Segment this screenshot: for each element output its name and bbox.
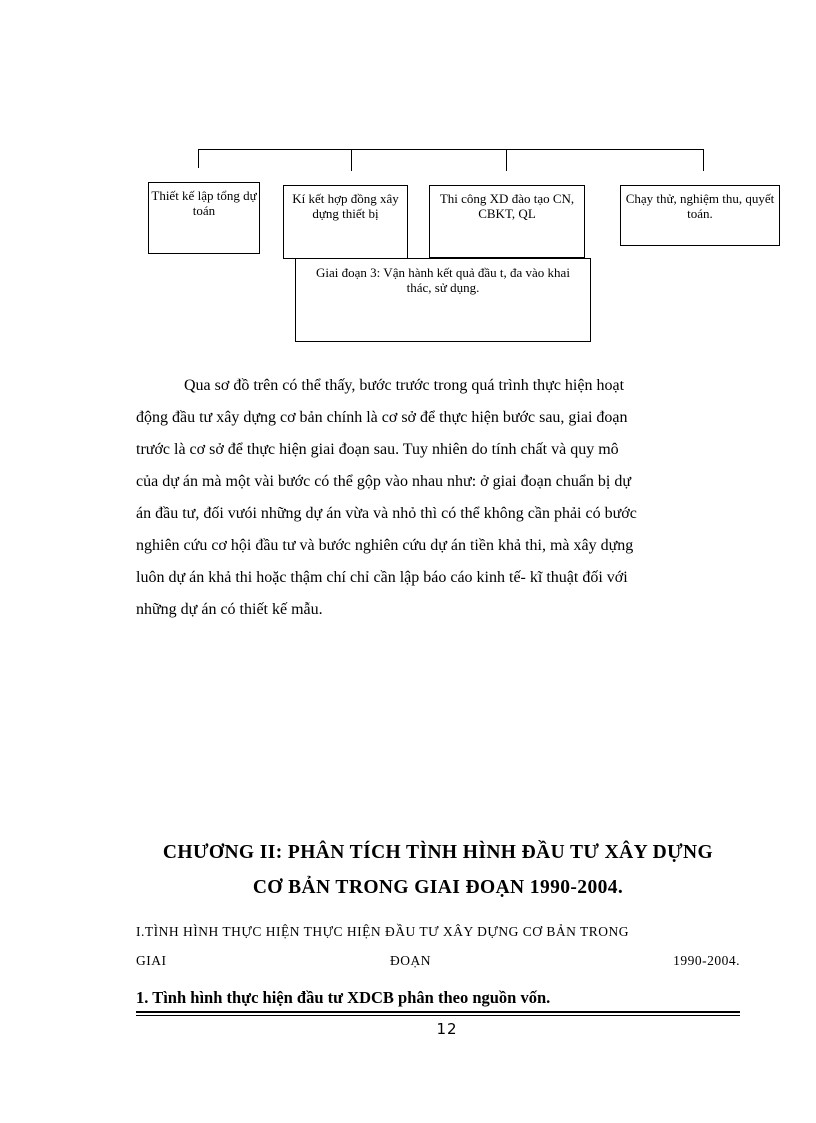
footer-rule-thick [136, 1011, 740, 1013]
footer-rule-thin [136, 1015, 740, 1016]
diagram-box-construction: Thi công XD đào tạo CN, CBKT, QL [429, 185, 585, 258]
paragraph-line: của dự án mà một vài bước có thể gộp vào nhau như: ở giai đoạn chuẩn bị dự [136, 473, 632, 490]
section-heading-line-2 [136, 953, 740, 973]
body-paragraph [136, 370, 740, 626]
paragraph-line: Qua sơ đồ trên có thể thấy, bước trước trong quá trình thực hiện hoạt [184, 377, 625, 394]
connector-drop-4 [703, 149, 704, 171]
paragraph-line: án đầu tư, đối vưói những dự án vừa và nhỏ thì có thể không cần phải có bước [136, 505, 637, 522]
connector-drop-3 [506, 149, 507, 171]
diagram-box-contract: Kí kết hợp đồng xây dựng thiết bị [283, 185, 408, 259]
connector-horizontal [198, 149, 704, 150]
chapter-title-line-2: CƠ BẢN TRONG GIAI ĐOẠN 1990-2004. [252, 877, 624, 898]
paragraph-line: những dự án có thiết kế mẫu. [136, 601, 323, 618]
section-word-giai: GIAI [136, 953, 167, 968]
section-word-doan: ĐOẠN [390, 953, 431, 968]
paragraph-line: trước là cơ sở để thực hiện giai đoạn sau. Tuy nhiên do tính chất và quy mô [136, 441, 619, 458]
diagram-box-stage3: Giai đoạn 3: Vận hành kết quả đầu t, đa vào khai thác, sử dụng. [295, 258, 591, 342]
paragraph-line: luôn dự án khả thi hoặc thậm chí chỉ cần lập báo cáo kinh tế- kĩ thuật đối với [136, 569, 628, 586]
paragraph-line: nghiên cứu cơ hội đầu tư và bước nghiên cứu dự án tiền khả thi, mà xây dựng [136, 537, 634, 554]
chapter-title-line-1: CHƯƠNG II: PHÂN TÍCH TÌNH HÌNH ĐẦU TƯ XÂY DỰNG [162, 842, 714, 863]
diagram-box-testing: Chạy thử, nghiệm thu, quyết toán. [620, 185, 780, 246]
connector-drop-1 [198, 149, 199, 168]
diagram-box-design: Thiết kế lập tổng dự toán [148, 182, 260, 254]
paragraph-line: động đầu tư xây dựng cơ bản chính là cơ sở để thực hiện bước sau, giai đoạn [136, 409, 628, 426]
page-number: 12 [436, 1020, 458, 1038]
section-word-years: 1990-2004. [673, 953, 740, 968]
subsection-heading: 1. Tình hình thực hiện đầu tư XDCB phân theo nguồn vốn. [136, 988, 551, 1007]
section-heading-line-1: I.TÌNH HÌNH THỰC HIỆN THỰC HIỆN ĐẦU TƯ XÂY DỰNG CƠ BẢN TRONG [136, 924, 630, 939]
connector-drop-2 [351, 149, 352, 171]
